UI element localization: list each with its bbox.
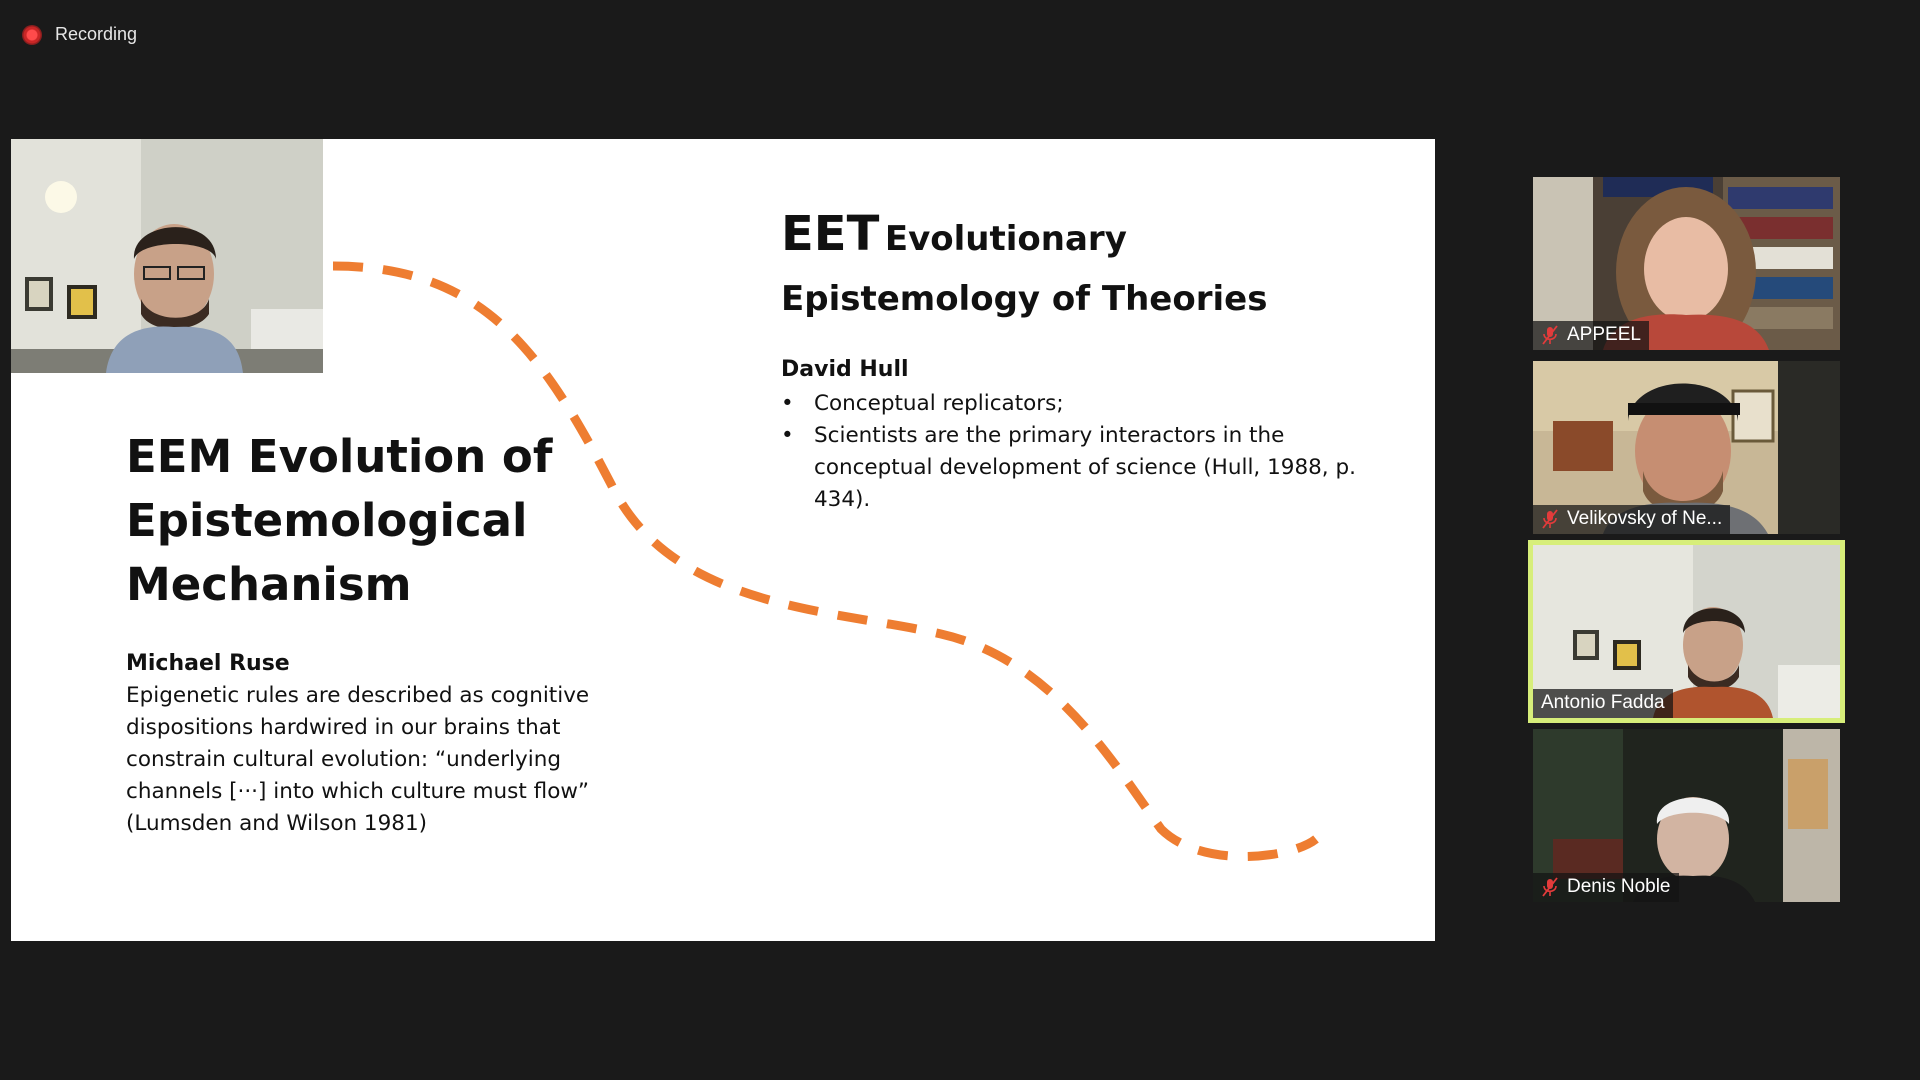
- participant-tile-denis-noble[interactable]: [1533, 729, 1840, 902]
- presenter-video-frame: [11, 139, 323, 373]
- participant-name-label: [1533, 689, 1673, 718]
- shared-screen-slide: [11, 139, 1435, 941]
- participant-name: Denis Noble: [1567, 876, 1671, 897]
- record-icon: [22, 25, 42, 45]
- eet-author: David Hull: [781, 357, 909, 382]
- eem-author: Michael Ruse: [126, 651, 290, 676]
- participant-name: APPEEL: [1567, 324, 1641, 345]
- eet-bullet: • Conceptual replicators;: [781, 388, 1381, 420]
- eem-heading: EEM Evolution of Epistemological Mechanism: [126, 430, 553, 611]
- eet-heading: [781, 207, 1381, 332]
- participant-name-label: [1533, 505, 1730, 534]
- eet-bullet-list: [781, 388, 1381, 516]
- recording-label: Recording: [55, 24, 138, 44]
- microphone-muted-icon: [1541, 325, 1559, 345]
- participant-name: Antonio Fadda: [1541, 692, 1665, 713]
- microphone-muted-icon: [1541, 877, 1559, 897]
- presenter-camera-feed: [11, 139, 323, 373]
- participant-tile-antonio-fadda[interactable]: [1533, 545, 1840, 718]
- eet-heading-abbr: EET: [781, 206, 880, 262]
- participant-tile-velikovsky[interactable]: [1533, 361, 1840, 534]
- eem-description: Epigenetic rules are described as cognitive dispositions hardwired in our brains that constrain cultural evolution: “underlying channels [···] into which culture must flow” (Lumsden and Wilson 1981): [126, 683, 590, 836]
- recording-indicator[interactable]: [22, 24, 137, 45]
- eet-bullet: • Scientists are the primary interactors in the conceptual development of science (Hull, 1988, p. 434).: [781, 420, 1381, 516]
- eet-heading-full: Evolutionary Epistemology of Theories: [781, 219, 1268, 319]
- participant-name-label: [1533, 873, 1679, 902]
- participant-tile-appeel[interactable]: [1533, 177, 1840, 350]
- participant-name: Velikovsky of Ne...: [1567, 508, 1723, 529]
- participant-name-label: [1533, 321, 1649, 350]
- microphone-muted-icon: [1541, 509, 1559, 529]
